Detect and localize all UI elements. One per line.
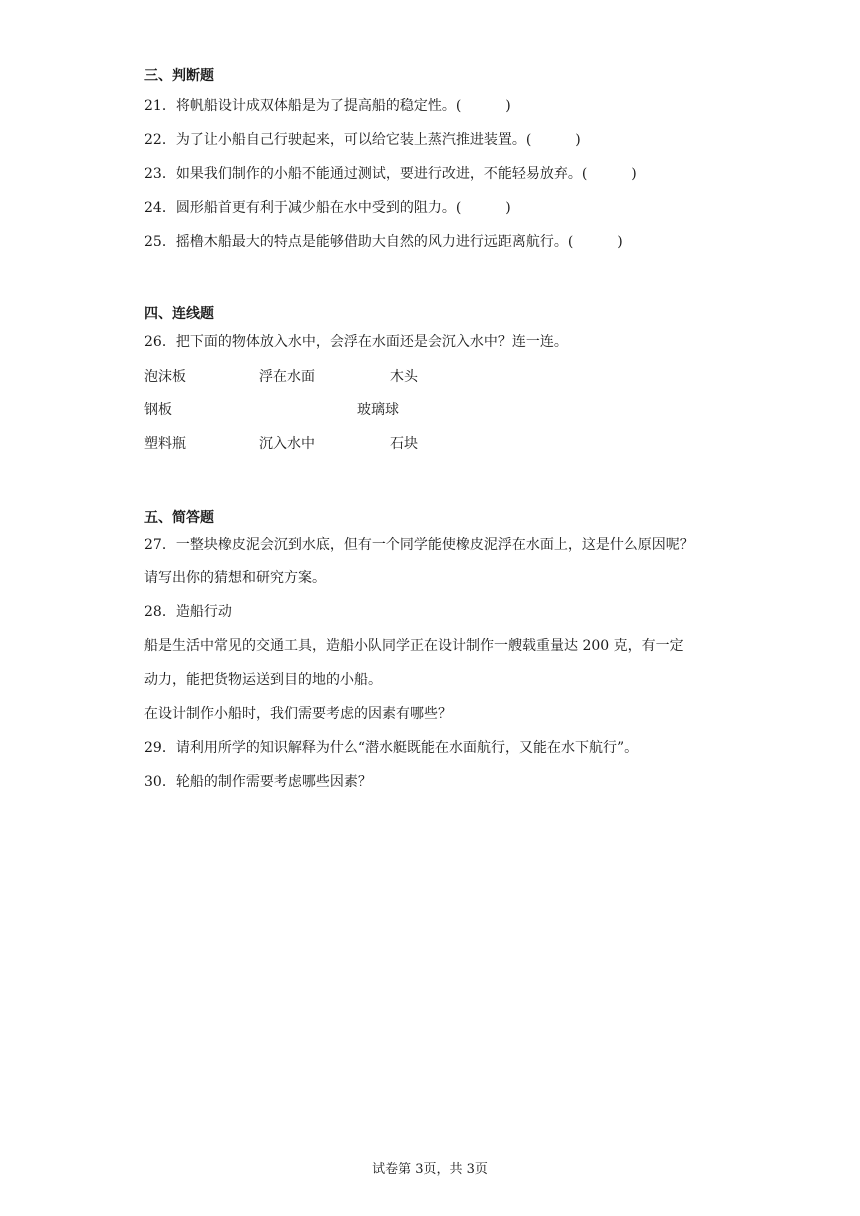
question-30: 30．轮船的制作需要考虑哪些因素？ [144, 774, 372, 790]
match-right-item[interactable]: 石块 [390, 436, 418, 452]
question-27-line1: 27．一整块橡皮泥会沉到水底，但有一个同学能使橡皮泥浮在水面上，这是什么原因呢？ [144, 537, 694, 553]
paren-close: ) [631, 166, 637, 182]
question-text: 21．将帆船设计成双体船是为了提高船的稳定性。( [144, 98, 462, 114]
question-text: 24．圆形船首更有利于减少船在水中受到的阻力。( [144, 200, 462, 216]
question-28-title: 28．造船行动 [144, 604, 232, 620]
match-right-item[interactable]: 木头 [390, 369, 418, 385]
question-text: 25．摇橹木船最大的特点是能够借助大自然的风力进行远距离航行。( [144, 234, 574, 250]
question-24 [144, 198, 511, 218]
match-middle-item[interactable]: 浮在水面 [259, 369, 315, 385]
question-28-line3: 在设计制作小船时，我们需要考虑的因素有哪些？ [144, 706, 452, 722]
page-footer: 试卷第 3页，共 3页 [372, 1162, 488, 1177]
question-text: 23．如果我们制作的小船不能通过测试，要进行改进，不能轻易放弃。( [144, 166, 588, 182]
paren-close: ) [617, 234, 623, 250]
question-27-line2: 请写出你的猜想和研究方案。 [144, 570, 326, 586]
paren-close: ) [575, 132, 581, 148]
question-28-line1: 船是生活中常见的交通工具，造船小队同学正在设计制作一艘载重量达 200 克，有一定 [144, 638, 684, 654]
question-26: 26．把下面的物体放入水中，会浮在水面还是会沉入水中？连一连。 [144, 334, 568, 350]
paren-close: ) [505, 98, 511, 114]
match-left-item[interactable]: 泡沫板 [144, 369, 186, 385]
question-21 [144, 96, 511, 116]
section-heading-match: 四、连线题 [144, 306, 214, 322]
question-22 [144, 130, 581, 150]
question-28-line2: 动力，能把货物运送到目的地的小船。 [144, 672, 382, 688]
section-heading-judge: 三、判断题 [144, 68, 214, 84]
question-29: 29．请利用所学的知识解释为什么“潜水艇既能在水面航行，又能在水下航行”。 [144, 740, 639, 756]
paren-close: ) [505, 200, 511, 216]
question-text: 22．为了让小船自己行驶起来，可以给它装上蒸汽推进装置。( [144, 132, 532, 148]
question-25 [144, 232, 623, 252]
question-23 [144, 164, 637, 184]
match-left-item[interactable]: 钢板 [144, 402, 172, 418]
match-middle-item[interactable]: 沉入水中 [259, 436, 315, 452]
match-right-item[interactable]: 玻璃球 [357, 402, 399, 418]
section-heading-short: 五、简答题 [144, 510, 214, 526]
match-left-item[interactable]: 塑料瓶 [144, 436, 186, 452]
